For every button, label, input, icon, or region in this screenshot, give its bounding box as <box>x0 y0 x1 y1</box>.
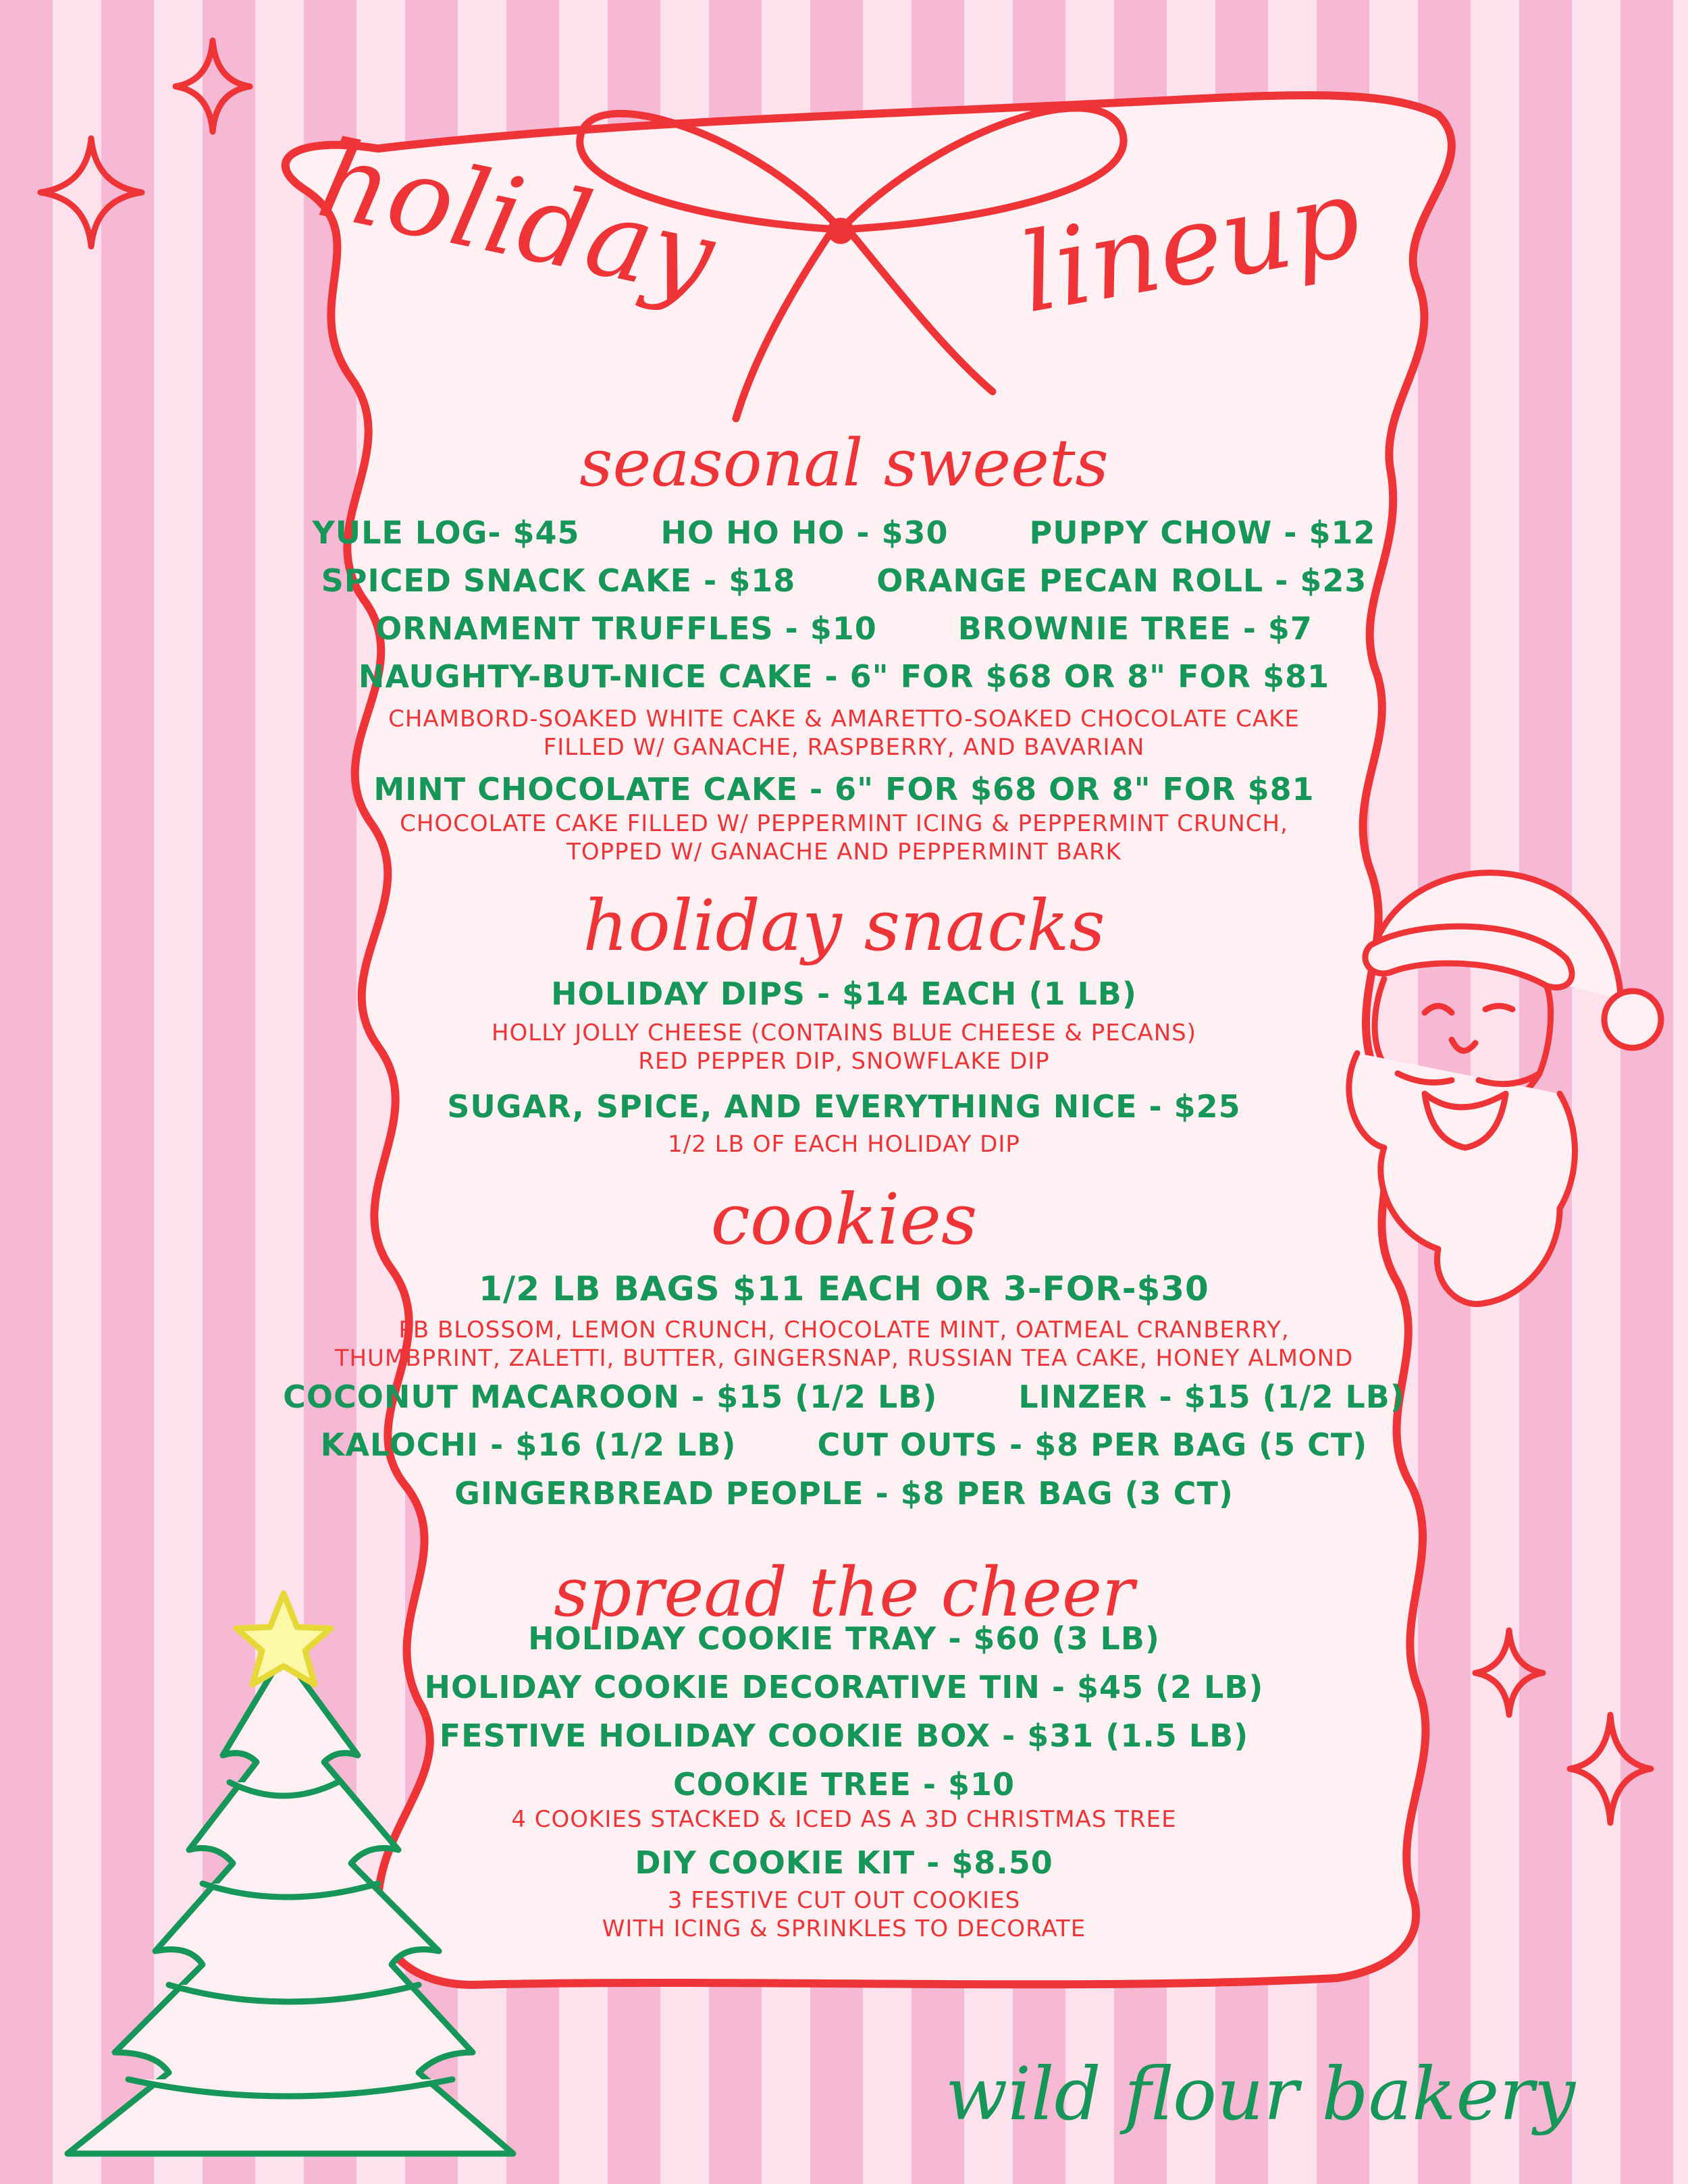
diy-cookie-kit: DIY COOKIE KIT - $8.50 <box>635 1844 1053 1881</box>
mint-cake: MINT CHOCOLATE CAKE - 6" FOR $68 OR 8" FOR $81 <box>373 771 1315 807</box>
mint-cake-desc: TOPPED W/ GANACHE AND PEPPERMINT BARK <box>566 838 1122 865</box>
cookie-flavors: PB BLOSSOM, LEMON CRUNCH, CHOCOLATE MINT, OATMEAL CRANBERRY, <box>398 1316 1290 1343</box>
cookie-flavors: THUMBPRINT, ZALETTI, BUTTER, GINGERSNAP, RUSSIAN TEA CAKE, HONEY ALMOND <box>334 1345 1354 1372</box>
menu-item: YULE LOG- $45 <box>312 514 580 551</box>
cookie-bags: 1/2 LB BAGS $11 EACH OR 3-FOR-$30 <box>479 1269 1209 1308</box>
menu-item: CUT OUTS - $8 PER BAG (5 CT) <box>817 1427 1368 1463</box>
heading-cookies: cookies <box>710 1178 978 1260</box>
menu-item: ORNAMENT TRUFFLES - $10 <box>375 610 877 647</box>
mint-cake-desc: CHOCOLATE CAKE FILLED W/ PEPPERMINT ICING & PEPPERMINT CRUNCH, <box>400 810 1288 837</box>
menu-item: LINZER - $15 (1/2 LB) <box>1018 1379 1405 1415</box>
cookies-row-2 <box>257 1427 1431 1463</box>
menu-item: HO HO HO - $30 <box>660 514 949 551</box>
sugar-spice: SUGAR, SPICE, AND EVERYTHING NICE - $25 <box>447 1088 1241 1125</box>
naughty-cake-desc: FILLED W/ GANACHE, RASPBERRY, AND BAVARIAN <box>543 734 1145 761</box>
cookie-box: FESTIVE HOLIDAY COOKIE BOX - $31 (1.5 LB) <box>439 1717 1249 1754</box>
seasonal-row-2 <box>257 562 1431 599</box>
gingerbread-people: GINGERBREAD PEOPLE - $8 PER BAG (3 CT) <box>454 1475 1234 1512</box>
sugar-spice-desc: 1/2 LB OF EACH HOLIDAY DIP <box>668 1131 1020 1158</box>
cookie-tray: HOLIDAY COOKIE TRAY - $60 (3 LB) <box>528 1620 1160 1657</box>
menu-item: ORANGE PECAN ROLL - $23 <box>876 562 1367 599</box>
cookie-tin: HOLIDAY COOKIE DECORATIVE TIN - $45 (2 LB) <box>424 1669 1264 1705</box>
seasonal-row-1 <box>257 514 1431 551</box>
naughty-cake-desc: CHAMBORD-SOAKED WHITE CAKE & AMARETTO-SOAKED CHOCOLATE CAKE <box>388 705 1300 733</box>
seasonal-row-3 <box>257 610 1431 647</box>
heading-holiday-snacks: holiday snacks <box>583 884 1105 967</box>
menu-item: COCONUT MACAROON - $15 (1/2 LB) <box>283 1379 938 1415</box>
heading-seasonal-sweets: seasonal sweets <box>579 425 1109 501</box>
brand-name: wild flour bakery <box>945 2052 1576 2137</box>
menu-content <box>257 0 1431 2184</box>
cookies-row-1 <box>257 1379 1431 1415</box>
holiday-dips-desc: RED PEPPER DIP, SNOWFLAKE DIP <box>638 1048 1050 1075</box>
diy-cookie-kit-desc: 3 FESTIVE CUT OUT COOKIES <box>667 1887 1021 1914</box>
holiday-dips-desc: HOLLY JOLLY CHEESE (CONTAINS BLUE CHEESE & PECANS) <box>491 1019 1197 1046</box>
menu-item: PUPPY CHOW - $12 <box>1029 514 1376 551</box>
cookie-tree-desc: 4 COOKIES STACKED & ICED AS A 3D CHRISTMAS TREE <box>511 1806 1177 1833</box>
naughty-cake: NAUGHTY-BUT-NICE CAKE - 6" FOR $68 OR 8" FOR $81 <box>358 658 1330 695</box>
holiday-dips: HOLIDAY DIPS - $14 EACH (1 LB) <box>551 976 1137 1012</box>
title-holiday: holiday <box>309 115 724 322</box>
heading-spread-the-cheer: spread the cheer <box>554 1553 1134 1632</box>
title-lineup: lineup <box>1011 153 1369 338</box>
menu-item: SPICED SNACK CAKE - $18 <box>321 562 796 599</box>
menu-item: BROWNIE TREE - $7 <box>957 610 1313 647</box>
menu-item: KALOCHI - $16 (1/2 LB) <box>320 1427 737 1463</box>
diy-cookie-kit-desc: WITH ICING & SPRINKLES TO DECORATE <box>602 1915 1086 1942</box>
cookie-tree: COOKIE TREE - $10 <box>673 1766 1015 1803</box>
